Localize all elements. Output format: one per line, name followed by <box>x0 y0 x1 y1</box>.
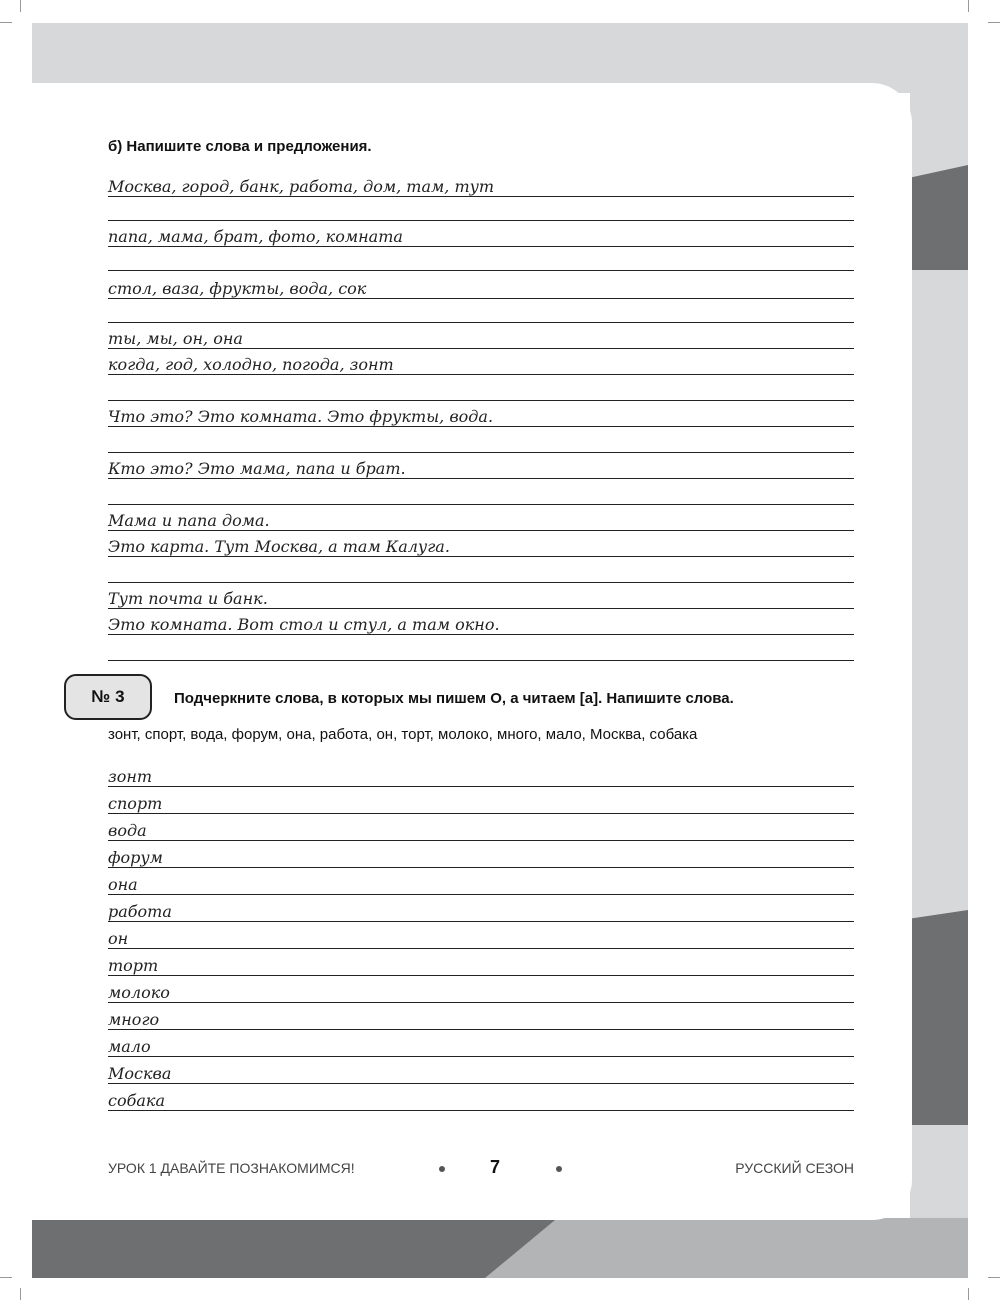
bottom-decoration <box>485 1218 968 1278</box>
writing-line[interactable] <box>108 588 854 609</box>
writing-line-text: когда, год, холодно, погода, зонт <box>108 356 402 374</box>
word-writing-line[interactable] <box>108 901 854 922</box>
writing-line[interactable] <box>108 302 854 323</box>
word-writing-line[interactable] <box>108 928 854 949</box>
writing-line[interactable] <box>108 458 854 479</box>
writing-line[interactable] <box>108 432 854 453</box>
writing-line[interactable] <box>108 328 854 349</box>
footer-dot <box>556 1166 562 1172</box>
section-b-heading: б) Напишите слова и предложения. <box>108 138 372 155</box>
writing-line[interactable] <box>108 176 854 197</box>
crop-mark <box>968 0 969 12</box>
crop-mark <box>0 1277 12 1278</box>
side-decoration <box>910 910 968 1125</box>
writing-line[interactable] <box>108 380 854 401</box>
word-writing-line[interactable] <box>108 847 854 868</box>
writing-line[interactable] <box>108 278 854 299</box>
writing-line-text: Мама и папа дома. <box>108 512 278 530</box>
word-writing-line-text: молоко <box>108 984 178 1002</box>
writing-line[interactable] <box>108 250 854 271</box>
writing-line-text: ты, мы, он, она <box>108 330 251 348</box>
writing-line-text: стол, ваза, фрукты, вода, сок <box>108 280 374 298</box>
word-writing-line[interactable] <box>108 1090 854 1111</box>
word-writing-line[interactable] <box>108 955 854 976</box>
word-writing-line[interactable] <box>108 982 854 1003</box>
writing-line-text: Что это? Это комната. Это фрукты, вода. <box>108 408 501 426</box>
word-writing-line-text: она <box>108 876 146 894</box>
word-writing-line[interactable] <box>108 1063 854 1084</box>
word-writing-line-text: мало <box>108 1038 159 1056</box>
writing-line-text: Это комната. Вот стол и стул, а там окно. <box>108 616 508 634</box>
crop-mark <box>968 1288 969 1300</box>
footer-dot <box>439 1166 445 1172</box>
word-writing-line[interactable] <box>108 1036 854 1057</box>
word-writing-line-text: Москва <box>108 1065 179 1083</box>
word-writing-line[interactable] <box>108 874 854 895</box>
writing-line[interactable] <box>108 562 854 583</box>
writing-line-text: Кто это? Это мама, папа и брат. <box>108 460 414 478</box>
writing-line[interactable] <box>108 484 854 505</box>
exercise-word-list: зонт, спорт, вода, форум, она, работа, он, торт, молоко, много, мало, Москва, собака <box>108 726 698 743</box>
writing-line[interactable] <box>108 536 854 557</box>
writing-line-text: Это карта. Тут Москва, а там Калуга. <box>108 538 458 556</box>
word-writing-line-text: зонт <box>108 768 160 786</box>
word-writing-line[interactable] <box>108 820 854 841</box>
footer-lesson-title: УРОК 1 ДАВАЙТЕ ПОЗНАКОМИМСЯ! <box>108 1160 355 1176</box>
side-decoration <box>910 165 968 270</box>
crop-mark <box>0 22 12 23</box>
writing-line[interactable] <box>108 640 854 661</box>
exercise-number-badge: № 3 <box>64 674 152 720</box>
word-writing-line-text: вода <box>108 822 155 840</box>
word-writing-line[interactable] <box>108 1009 854 1030</box>
footer-series-title: РУССКИЙ СЕЗОН <box>735 1160 854 1176</box>
word-writing-line[interactable] <box>108 793 854 814</box>
word-writing-line[interactable] <box>108 766 854 787</box>
word-writing-line-text: торт <box>108 957 166 975</box>
word-writing-line-text: работа <box>108 903 180 921</box>
word-writing-line-text: он <box>108 930 136 948</box>
writing-line-text: Москва, город, банк, работа, дом, там, тут <box>108 178 502 196</box>
exercise-instruction: Подчеркните слова, в которых мы пишем О, а читаем [а]. Напишите слова. <box>174 690 734 707</box>
crop-mark <box>20 1288 21 1300</box>
word-writing-line-text: собака <box>108 1092 173 1110</box>
writing-line[interactable] <box>108 406 854 427</box>
writing-line[interactable] <box>108 510 854 531</box>
writing-line[interactable] <box>108 200 854 221</box>
writing-line[interactable] <box>108 226 854 247</box>
word-writing-line-text: много <box>108 1011 167 1029</box>
writing-line[interactable] <box>108 614 854 635</box>
writing-line-text: Тут почта и банк. <box>108 590 276 608</box>
writing-line[interactable] <box>108 354 854 375</box>
crop-mark <box>988 22 1000 23</box>
writing-line-text: папа, мама, брат, фото, комната <box>108 228 411 246</box>
crop-mark <box>20 0 21 12</box>
page-number: 7 <box>490 1157 501 1177</box>
word-writing-line-text: форум <box>108 849 171 867</box>
crop-mark <box>988 1277 1000 1278</box>
word-writing-line-text: спорт <box>108 795 170 813</box>
